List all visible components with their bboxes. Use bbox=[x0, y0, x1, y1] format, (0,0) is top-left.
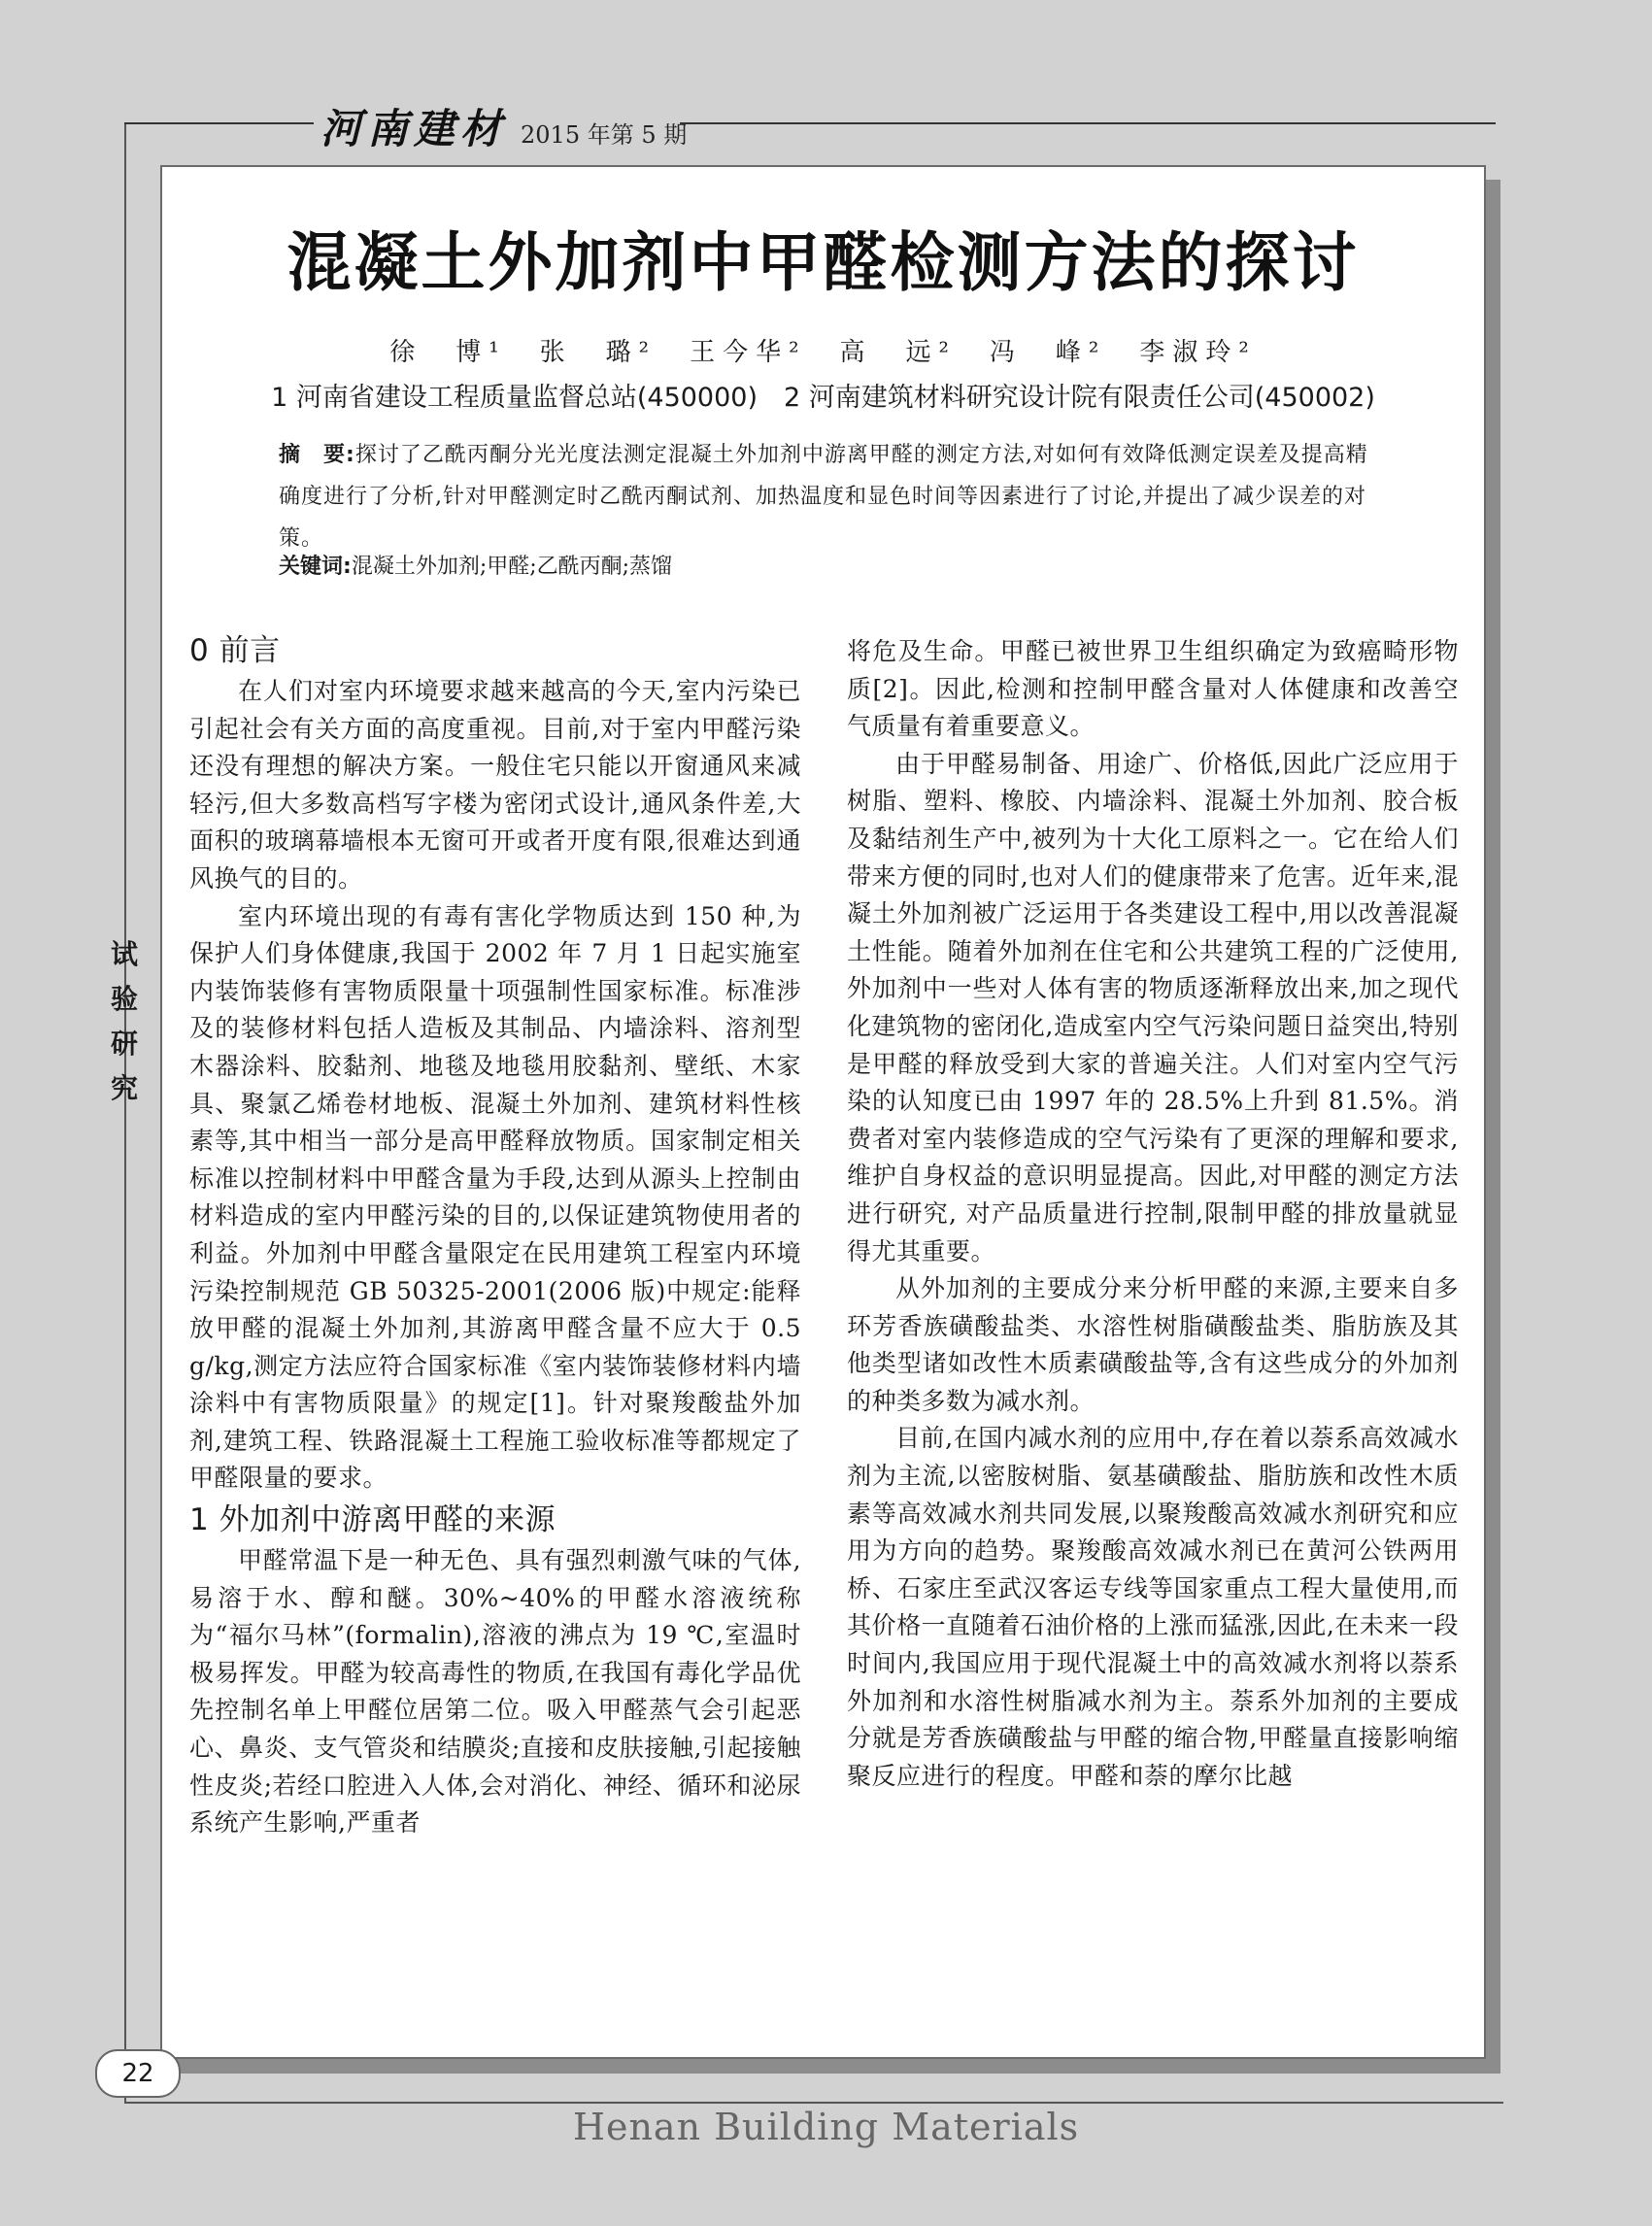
sidebar-char: 试 bbox=[110, 938, 138, 970]
journal-english-title: Henan Building Materials bbox=[572, 2106, 1080, 2148]
frame-line-vertical bbox=[124, 122, 126, 2104]
paragraph: 在人们对室内环境要求越来越高的今天,室内污染已引起社会有关方面的高度重视。目前,对于室内甲醛污染还没有理想的解决方案。一般住宅只能以开窗通风来减轻污,但大多数高档写字楼为密闭式设计,通风条件差,大面积的玻璃幕墙根本无窗可开或者开度有限,很难达到通风换气的目的。 bbox=[189, 677, 801, 893]
paragraph: 甲醛常温下是一种无色、具有强烈刺激气味的气体,易溶于水、醇和醚。30%~40%的甲醛水溶液统称为“福尔马林”(formalin),溶液的沸点为 19 ℃,室温时极易挥发。甲醛为较高毒性的物质,在我国有毒化学品优先控制名单上甲醛位居第二位。吸入甲醛蒸气会引起恶心、鼻炎、支气管炎和结膜炎;直接和皮肤接触,引起接触性皮炎;若经口腔进入人体,会对消化、神经、循环和泌尿系统产生影响,严重者 bbox=[189, 1546, 801, 1838]
paragraph: 目前,在国内减水剂的应用中,存在着以萘系高效减水剂为主流,以密胺树脂、氨基磺酸盐、脂肪族和改性木质素等高效减水剂共同发展,以聚羧酸高效减水剂研究和应用为方向的趋势。聚羧酸高效减水剂已在黄河公铁两用桥、石家庄至武汉客运专线等国家重点工程大量使用,而其价格一直随着石油价格的上涨而猛涨,因此,在未来一段时间内,我国应用于现代混凝土中的高效减水剂将以萘系外加剂和水溶性树脂减水剂为主。萘系外加剂的主要成分就是芳香族磺酸盐与甲醛的缩合物,甲醛量直接影响缩聚反应进行的程度。甲醛和萘的摩尔比越 bbox=[847, 1424, 1459, 1790]
abstract-text: 探讨了乙酰丙酮分光光度法测定混凝土外加剂中游离甲醛的测定方法,对如何有效降低测定误差及提高精确度进行了分析,针对甲醛测定时乙酰丙酮试剂、加热温度和显色时间等因素进行了讨论,并提出了减少误差的对策。 bbox=[279, 443, 1368, 551]
paragraph: 由于甲醛易制备、用途广、价格低,因此广泛应用于树脂、塑料、橡胶、内墙涂料、混凝土外加剂、胶合板及黏结剂生产中,被列为十大化工原料之一。它在给人们带来方便的同时,也对人们的健康带来了危害。近年来,混凝土外加剂被广泛运用于各类建设工程中,用以改善混凝土性能。随着外加剂在住宅和公共建筑工程的广泛使用,外加剂中一些对人体有害的物质逐渐释放出来,加之现代化建筑物的密闭化,造成室内空气污染问题日益突出,特别是甲醛的释放受到大家的普遍关注。人们对室内空气污染的认知度已由 1997 年的 28.5%上升到 81.5%。消费者对室内装修造成的空气污染有了更深的理解和要求,维护自身权益的意识明显提高。因此,对甲醛的测定方法进行研究, 对产品质量进行控制,限制甲醛的排放量就显得尤其重要。 bbox=[847, 749, 1459, 1265]
issue-label: 2015 年第 5 期 bbox=[521, 121, 688, 149]
paragraph: 从外加剂的主要成分来分析甲醛的来源,主要来自多环芳香族磺酸盐类、水溶性树脂磺酸盐类、脂肪族及其他类型诸如改性木质素磺酸盐等,含有这些成分的外加剂的种类多数为减水剂。 bbox=[847, 1274, 1459, 1415]
affiliations: 1 河南省建设工程质量监督总站(450000) 2 河南建筑材料研究设计院有限责任公司(450002) bbox=[271, 383, 1375, 413]
header-rule bbox=[124, 122, 314, 124]
keywords bbox=[279, 546, 1386, 588]
sidebar-char: 研 bbox=[110, 1028, 138, 1060]
section-sidebar bbox=[105, 932, 144, 1111]
page-number: 22 bbox=[95, 2049, 181, 2098]
section-heading: 0 前言 bbox=[189, 633, 281, 668]
paragraph: 将危及生命。甲醛已被世界卫生组织确定为致癌畸形物质[2]。因此,检测和控制甲醛含量对人体健康和改善空气质量有着重要意义。 bbox=[847, 637, 1459, 741]
abstract bbox=[279, 434, 1386, 559]
sidebar-char: 验 bbox=[110, 983, 138, 1015]
keywords-text: 混凝土外加剂;甲醛;乙酰丙酮;蒸馏 bbox=[351, 555, 673, 579]
running-header bbox=[320, 97, 688, 152]
authors: 徐 博¹ 张 璐² 王今华² 高 远² 冯 峰² 李淑玲² bbox=[389, 338, 1257, 367]
journal-name: 河南建材 bbox=[320, 105, 508, 152]
keywords-label: 关键词: bbox=[279, 555, 352, 579]
sidebar-char: 究 bbox=[110, 1072, 138, 1104]
article-title: 混凝土外加剂中甲醛检测方法的探讨 bbox=[287, 224, 1360, 300]
section-heading: 1 外加剂中游离甲醛的来源 bbox=[189, 1502, 556, 1538]
paragraph: 室内环境出现的有毒有害化学物质达到 150 种,为保护人们身体健康,我国于 2002 年 7 月 1 日起实施室内装饰装修有害物质限量十项强制性国家标准。标准涉及的装修材料包括人造板及其制品、内墙涂料、溶剂型木器涂料、胶黏剂、地毯及地毯用胶黏剂、壁纸、木家具、聚氯乙烯卷材地板、混凝土外加剂、建筑材料性核素等,其中相当一部分是高甲醛释放物质。国家制定相关标准以控制材料中甲醛含量为手段,达到从源头上控制由材料造成的室内甲醛污染的目的,以保证建筑物使用者的利益。外加剂中甲醛含量限定在民用建筑工程室内环境污染控制规范 GB 50325-2001(2006 版)中规定:能释放甲醛的混凝土外加剂,其游离甲醛含量不应大于 0.5 g/kg,测定方法应符合国家标准《室内装饰装修材料内墙涂料中有害物质限量》的规定[1]。针对聚羧酸盐外加剂,建筑工程、铁路混凝土工程施工验收标准等都规定了甲醛限量的要求。 bbox=[189, 901, 801, 1493]
body-column-right bbox=[847, 633, 1459, 1795]
frame-line-horizontal bbox=[124, 2102, 1503, 2104]
article-card bbox=[160, 165, 1486, 2059]
abstract-label: 摘 要: bbox=[279, 443, 355, 467]
header-rule bbox=[680, 122, 1496, 124]
body-column-left bbox=[189, 628, 801, 1842]
